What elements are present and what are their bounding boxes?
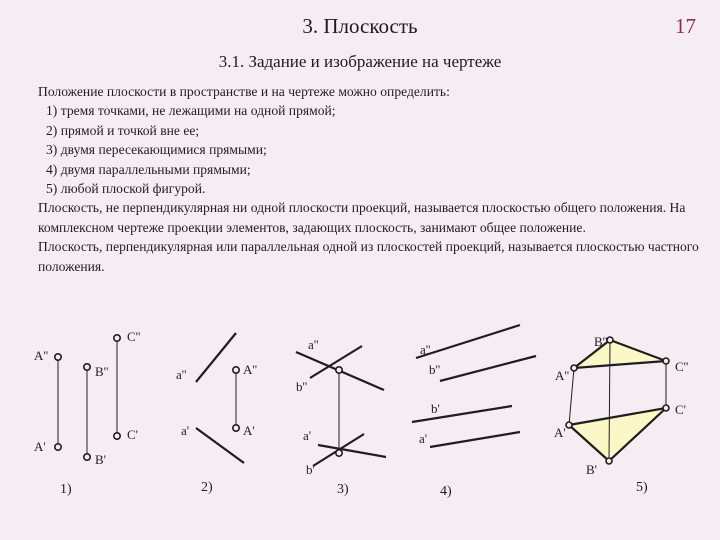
- label-b-horizontal: b': [306, 462, 315, 477]
- label-B-frontal: B'': [594, 334, 608, 349]
- list-item: 2) прямой и точкой вне ее;: [46, 122, 200, 138]
- label-B-horizontal: B': [586, 462, 598, 477]
- label-a-frontal: a'': [420, 342, 431, 357]
- figure-4-parallel-lines: [412, 325, 536, 447]
- label-A-frontal: A'': [555, 368, 570, 383]
- label-b-frontal: b'': [429, 362, 441, 377]
- label-b-frontal: b'': [296, 379, 308, 394]
- point-marker: [55, 444, 61, 450]
- label-a-horizontal: a': [303, 428, 312, 443]
- label-A-frontal: A'': [243, 362, 258, 377]
- special-position-paragraph: Плоскость, перпендикулярная или параллельная одной из плоскостей проекций, называется плоскостью частного положения.: [38, 239, 699, 274]
- point-marker: [114, 335, 120, 341]
- list-item: 3) двумя пересекающимися прямыми;: [46, 142, 267, 158]
- general-position-paragraph: Плоскость, не перпендикулярная ни одной плоскости проекций, называется плоскостью общего положения. На комплексном чертеже проекции элементов, задающих плоскость, занимают общее положение.: [38, 200, 686, 235]
- intro-paragraph: Положение плоскости в пространстве и на чертеже можно определить:: [38, 84, 450, 99]
- figure-5-caption: 5): [636, 480, 648, 495]
- label-A-frontal: A'': [34, 348, 49, 363]
- point-marker: [566, 422, 572, 428]
- page-title: 3. Плоскость: [302, 14, 418, 38]
- label-a-frontal: a'': [308, 337, 319, 352]
- figure-4-caption: 4): [440, 484, 452, 499]
- page-number: 17: [675, 14, 696, 38]
- list-item: 5) любой плоской фигурой.: [46, 181, 206, 197]
- point-marker: [571, 365, 577, 371]
- label-b-horizontal: b': [431, 401, 440, 416]
- figure-2-line-and-point: [196, 333, 244, 463]
- figure-3-intersecting-lines: [296, 346, 386, 466]
- figure-1-caption: 1): [60, 482, 72, 497]
- label-C-horizontal: C': [127, 427, 139, 442]
- label-A-horizontal: A': [554, 425, 566, 440]
- point-marker: [336, 450, 342, 456]
- point-marker: [84, 364, 90, 370]
- figure-2-caption: 2): [201, 480, 213, 495]
- point-marker: [233, 425, 239, 431]
- label-A-horizontal: A': [243, 423, 255, 438]
- point-marker: [84, 454, 90, 460]
- point-marker: [336, 367, 342, 373]
- figure-3-caption: 3): [337, 482, 349, 497]
- list-item: 1) тремя точками, не лежащими на одной прямой;: [46, 103, 336, 119]
- figure-5-plane-figure: [566, 337, 669, 464]
- point-marker: [606, 458, 612, 464]
- label-B-horizontal: B': [95, 452, 107, 467]
- label-a-horizontal: a': [181, 423, 190, 438]
- label-B-frontal: B'': [95, 364, 109, 379]
- label-a-frontal: a'': [176, 367, 187, 382]
- point-marker: [114, 433, 120, 439]
- figure-1-three-points: [55, 335, 120, 460]
- section-subtitle: 3.1. Задание и изображение на чертеже: [218, 52, 502, 71]
- label-A-horizontal: A': [34, 439, 46, 454]
- label-a-horizontal: a': [419, 431, 428, 446]
- point-marker: [233, 367, 239, 373]
- label-C-horizontal: C': [675, 402, 687, 417]
- label-C-frontal: C'': [675, 359, 689, 374]
- point-marker: [607, 337, 613, 343]
- list-item: 4) двумя параллельными прямыми;: [46, 161, 251, 177]
- point-marker: [663, 358, 669, 364]
- point-marker: [55, 354, 61, 360]
- point-marker: [663, 405, 669, 411]
- label-C-frontal: C'': [127, 329, 141, 344]
